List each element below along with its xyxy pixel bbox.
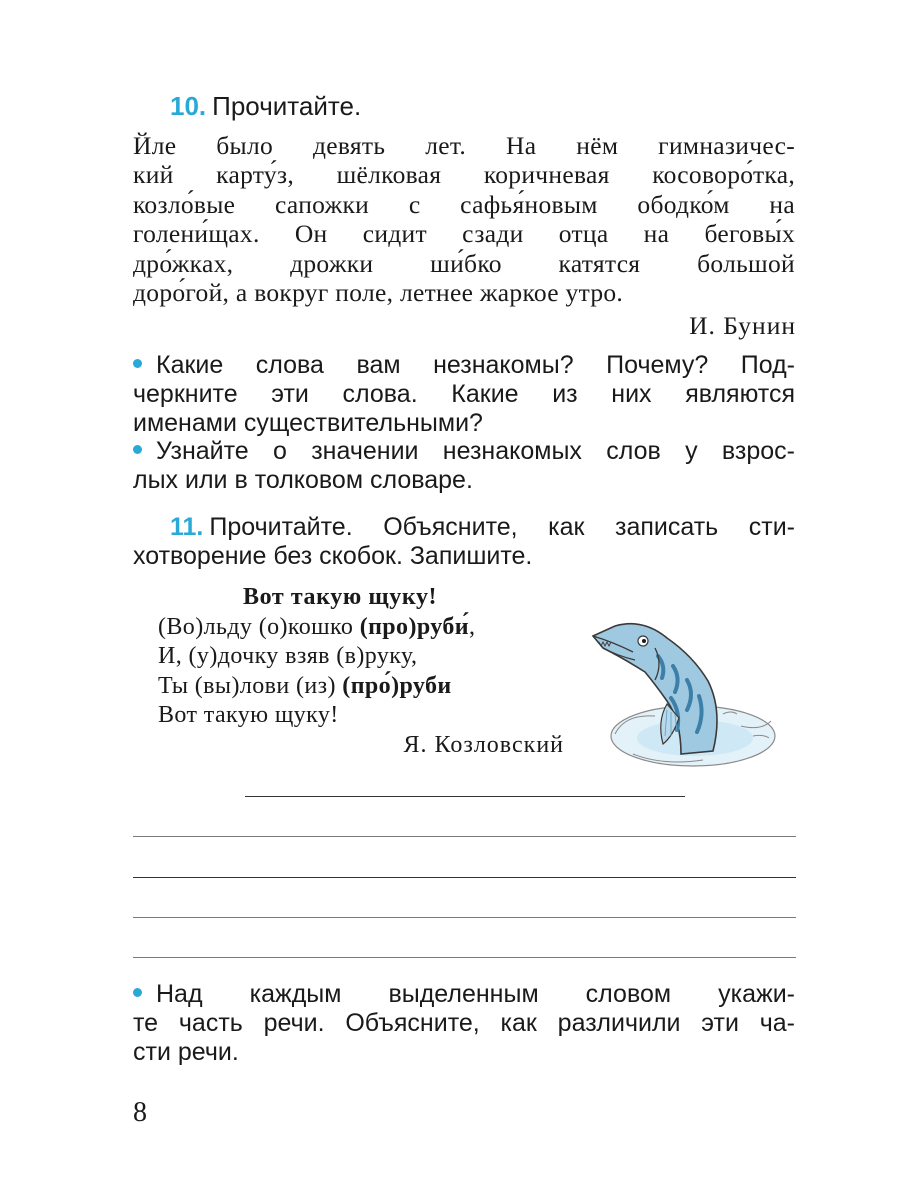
task-11-number: 11. <box>170 513 204 541</box>
writing-line[interactable] <box>133 957 796 958</box>
poem-author: Я. Козловский <box>403 731 564 758</box>
bullet-icon <box>133 445 142 454</box>
poem-line: Вот такую щуку! <box>158 702 339 728</box>
poem-text: (Во)льду (о)кошко <box>158 613 360 640</box>
bullet-icon <box>133 359 142 368</box>
question-text: Узнайте о значении незнакомых слов у взрос- <box>156 437 795 465</box>
question-line <box>133 437 795 466</box>
task-10-text <box>133 131 795 307</box>
poem-line <box>158 613 558 643</box>
task-11-final-question <box>133 980 795 1067</box>
text-line: голени́щах. Он сидит сзади отца на беговы́х <box>133 219 795 249</box>
pike-fish-illustration <box>563 586 797 786</box>
task-10-instruction: Прочитайте. <box>212 91 362 121</box>
question-line: те часть речи. Объясните, как различили эти ча- <box>133 1009 795 1037</box>
text-line: кий карту́з, шёлковая коричневая косоворо́тка, <box>133 160 795 190</box>
text-line: Йле было девять лет. На нём гимназичес- <box>133 131 795 160</box>
poem-text: Ты (вы)лови (из) <box>158 672 343 699</box>
question-line <box>133 980 795 1009</box>
question-line: лых или в толковом словаре. <box>133 466 473 494</box>
poem-line: И, (у)дочку взяв (в)руку, <box>158 643 418 669</box>
text-line: козло́вые сапожки с сафья́новым ободко́м на <box>133 189 795 219</box>
task-10-question-2 <box>133 437 795 495</box>
poem <box>158 583 564 760</box>
question-text: Над каждым выделенным словом укажи- <box>156 980 795 1008</box>
task-10-number: 10. <box>170 91 207 121</box>
task-11-heading <box>133 513 795 571</box>
poem-text: , <box>469 613 476 640</box>
task-11-instruction: Прочитайте. Объясните, как записать сти- <box>209 513 795 541</box>
highlighted-word: (про)руби́ <box>359 613 469 640</box>
question-line: черкните эти слова. Какие из них являются <box>133 380 795 408</box>
page-number: 8 <box>133 1097 147 1128</box>
task-11-first-line <box>133 513 795 542</box>
question-text: Какие слова вам незнакомы? Почему? Под- <box>156 351 795 379</box>
task-10-author: И. Бунин <box>689 311 796 340</box>
writing-line[interactable] <box>133 836 796 837</box>
question-line: сти речи. <box>133 1038 239 1066</box>
text-line: дро́жках, дрожки ши́бко катятся большой <box>133 248 795 278</box>
task-11-instruction-line: хотворение без скобок. Запишите. <box>133 542 533 570</box>
task-10-question-1 <box>133 351 795 438</box>
writing-line[interactable] <box>133 917 796 918</box>
task-10-heading <box>170 91 361 121</box>
poem-line <box>158 672 558 702</box>
question-line <box>133 351 795 380</box>
writing-line[interactable] <box>133 877 796 878</box>
text-line: доро́гой, а вокруг поле, летнее жаркое утро. <box>133 278 624 308</box>
question-line: именами существительными? <box>133 409 483 437</box>
bullet-icon <box>133 988 142 997</box>
writing-line[interactable] <box>245 796 685 797</box>
poem-title: Вот такую щуку! <box>243 584 438 610</box>
highlighted-word: (про́)руби <box>342 672 452 699</box>
